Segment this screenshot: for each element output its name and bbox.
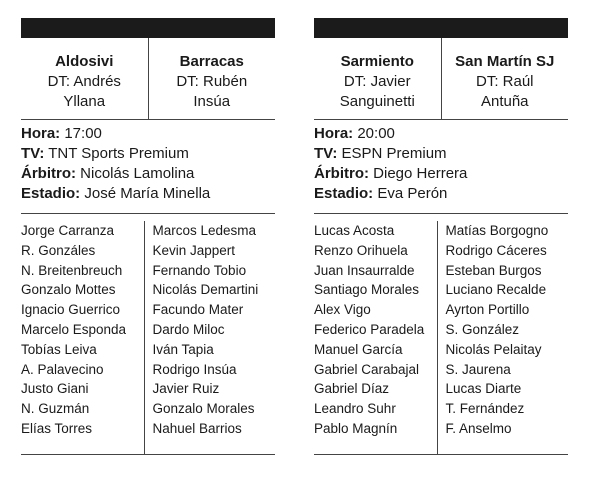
player-name: Kevin Jappert: [152, 242, 236, 258]
player-name: Manuel García: [314, 341, 403, 357]
home-lineup: [21, 221, 144, 454]
tv-row: [21, 144, 275, 164]
player-name: Javier Ruiz: [152, 381, 220, 397]
home-coach-line2: Sanguinetti: [339, 93, 415, 110]
player-name: S. Jaurena: [445, 361, 511, 377]
away-coach-line1: DT: Raúl: [475, 73, 534, 90]
player-name: A. Palavecino: [21, 361, 104, 377]
player-name: Facundo Mater: [152, 302, 244, 318]
hora-row: [314, 124, 568, 144]
player-name: Elías Torres: [21, 420, 93, 436]
player-name: F. Anselmo: [445, 420, 512, 436]
player-name: Nicolás Demartini: [152, 282, 259, 298]
estadio-value: José María Minella: [84, 185, 211, 202]
player-name: Jorge Carranza: [21, 223, 115, 238]
player-name: Ayrton Portillo: [445, 302, 530, 318]
player-name: R. Gonzáles: [21, 242, 96, 258]
home-coach-line1: DT: Andrés: [47, 73, 121, 90]
player-name: Matías Borgogno: [445, 223, 549, 238]
tv-value: ESPN Premium: [341, 145, 447, 162]
player-name: Nahuel Barrios: [152, 420, 242, 436]
match-info: [314, 120, 568, 214]
tv-row: [314, 144, 568, 164]
estadio-label: Estadio:: [21, 185, 81, 202]
player-name: Lucas Acosta: [314, 223, 395, 238]
arbitro-row: [314, 164, 568, 184]
player-name: Renzo Orihuela: [314, 242, 408, 258]
home-team-name: Sarmiento: [340, 53, 414, 70]
lineups: [314, 214, 568, 455]
player-name: Marcos Ledesma: [152, 223, 257, 238]
player-name: Rodrigo Insúa: [152, 361, 237, 377]
away-lineup: [144, 221, 276, 454]
estadio-value: Eva Perón: [377, 185, 448, 202]
player-name: Esteban Burgos: [445, 262, 542, 278]
player-name: S. González: [445, 321, 520, 337]
estadio-row: [21, 184, 275, 204]
match-card-sarmiento-sanmartin: [314, 18, 568, 455]
player-name: N. Guzmán: [21, 401, 90, 417]
arbitro-value: Nicolás Lamolina: [80, 165, 195, 182]
player-name: Santiago Morales: [314, 282, 420, 298]
header-bar: [314, 18, 568, 38]
player-name: Leandro Suhr: [314, 401, 396, 417]
player-name: Rodrigo Cáceres: [445, 242, 547, 258]
player-name: Nicolás Pelaitay: [445, 341, 542, 357]
player-name: Gonzalo Mottes: [21, 282, 116, 298]
player-name: Dardo Miloc: [152, 321, 225, 337]
tv-value: TNT Sports Premium: [48, 145, 189, 162]
home-team: [21, 38, 148, 119]
teams-row: [21, 38, 275, 120]
away-lineup: [437, 221, 569, 454]
away-team: [441, 38, 569, 119]
player-name: Iván Tapia: [152, 341, 214, 357]
match-card-aldosivi-barracas: [21, 18, 275, 455]
home-team: [314, 38, 441, 119]
hora-row: [21, 124, 275, 144]
away-team-name: San Martín SJ: [455, 53, 555, 70]
player-name: Justo Giani: [21, 381, 89, 397]
player-name: T. Fernández: [445, 401, 525, 417]
arbitro-value: Diego Herrera: [373, 165, 468, 182]
arbitro-label: Árbitro:: [314, 165, 369, 182]
estadio-label: Estadio:: [314, 185, 374, 202]
player-name: Pablo Magnín: [314, 420, 398, 436]
estadio-row: [314, 184, 568, 204]
hora-label: Hora:: [21, 125, 61, 142]
player-name: Tobías Leiva: [21, 341, 97, 357]
teams-row: [314, 38, 568, 120]
player-name: Alex Vigo: [314, 302, 371, 318]
tv-label: TV:: [314, 145, 338, 162]
home-coach-line2: Yllana: [63, 93, 106, 110]
player-name: Juan Insaurralde: [314, 262, 415, 278]
player-name: Luciano Recalde: [445, 282, 547, 298]
player-name: Ignacio Guerrico: [21, 302, 121, 318]
away-coach-line1: DT: Rubén: [176, 73, 248, 90]
hora-value: 20:00: [357, 125, 395, 142]
tv-label: TV:: [21, 145, 45, 162]
header-bar: [21, 18, 275, 38]
player-name: Gonzalo Morales: [152, 401, 255, 417]
player-name: Gabriel Díaz: [314, 381, 390, 397]
player-name: Fernando Tobio: [152, 262, 247, 278]
home-team-name: Aldosivi: [55, 53, 114, 70]
player-name: Gabriel Carabajal: [314, 361, 420, 377]
away-coach-line2: Antuña: [480, 93, 529, 110]
arbitro-label: Árbitro:: [21, 165, 76, 182]
away-team-name: Barracas: [179, 53, 244, 70]
match-info: [21, 120, 275, 214]
arbitro-row: [21, 164, 275, 184]
hora-value: 17:00: [64, 125, 102, 142]
player-name: Lucas Diarte: [445, 381, 522, 397]
hora-label: Hora:: [314, 125, 354, 142]
player-name: Marcelo Esponda: [21, 321, 127, 337]
away-coach-line2: Insúa: [193, 93, 231, 110]
player-name: Federico Paradela: [314, 321, 425, 337]
home-coach-line1: DT: Javier: [343, 73, 411, 90]
player-name: N. Breitenbreuch: [21, 262, 123, 278]
away-team: [148, 38, 276, 119]
home-lineup: [314, 221, 437, 454]
lineups: [21, 214, 275, 455]
